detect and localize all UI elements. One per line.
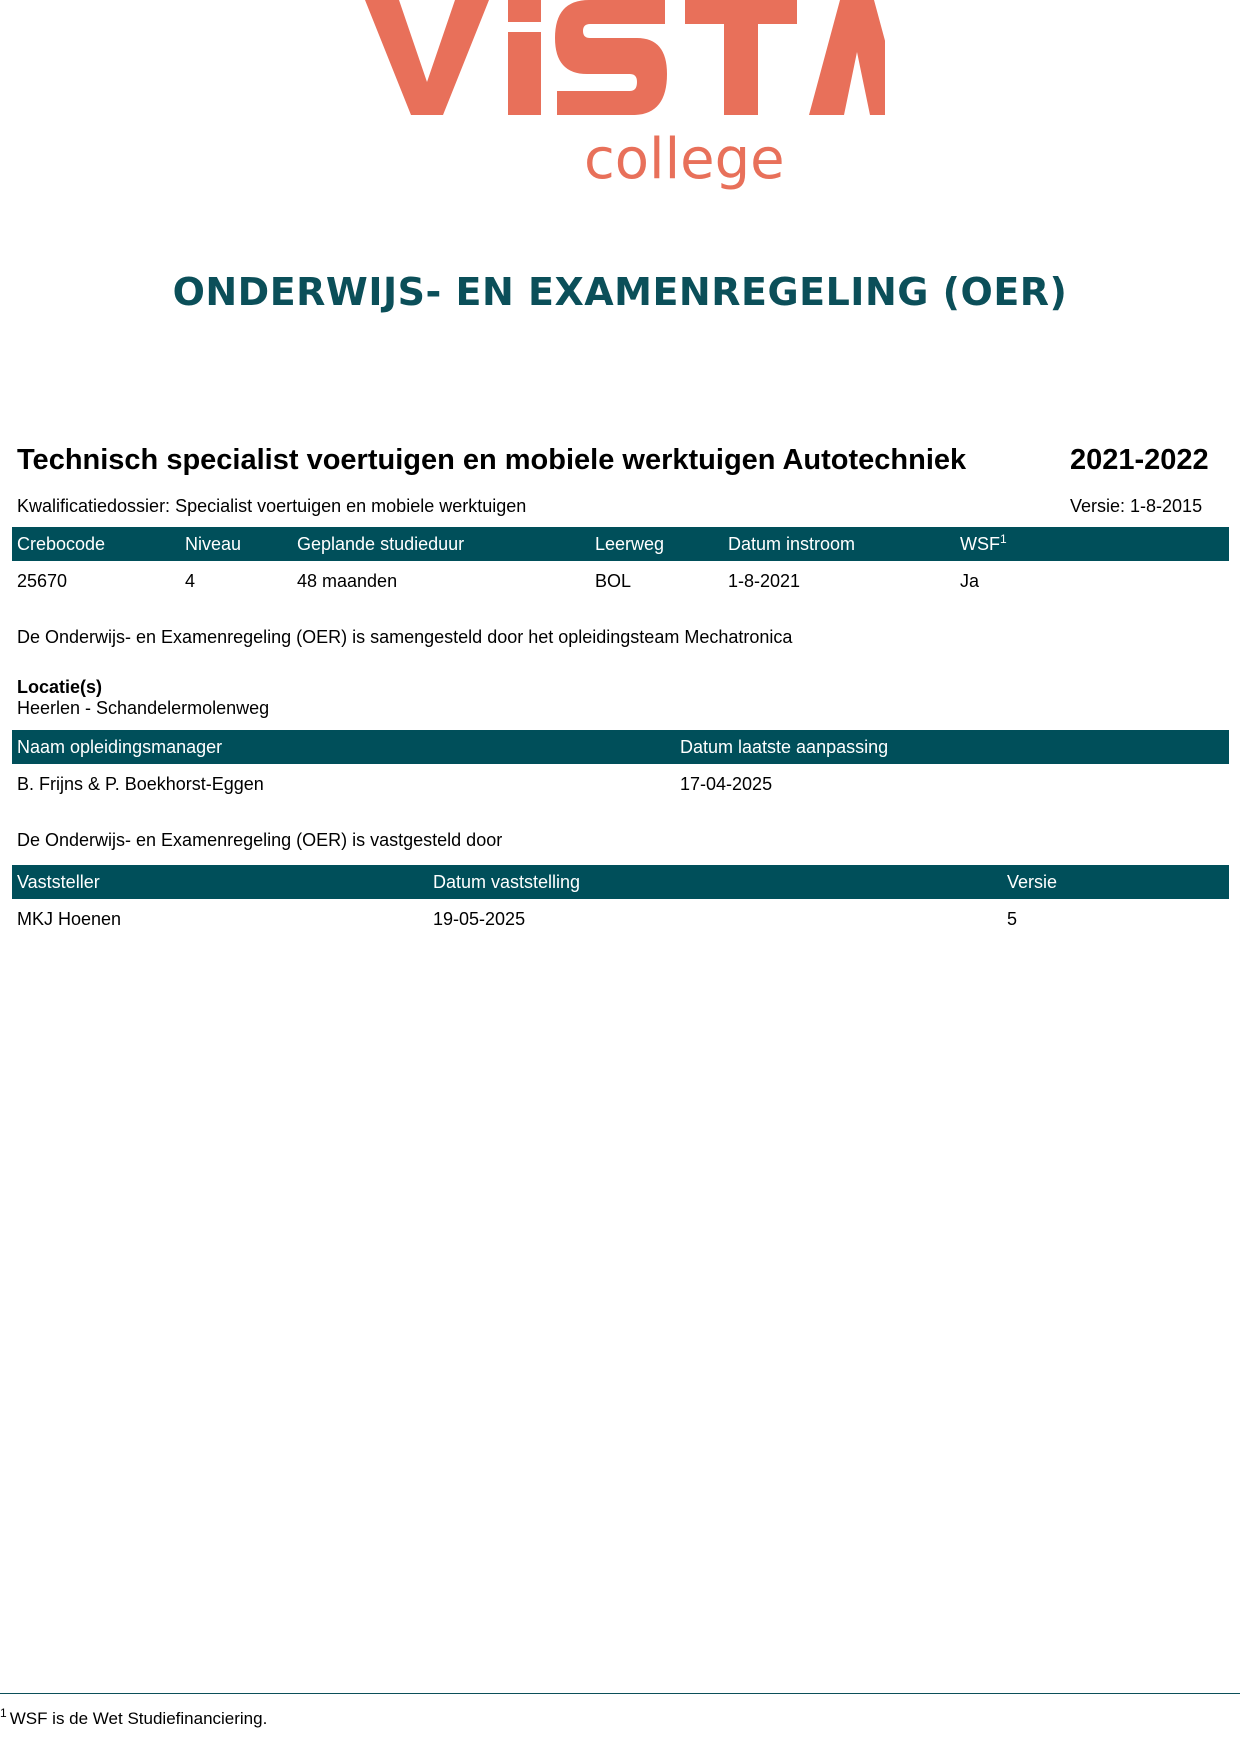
established-table [12,865,1229,939]
table-row [12,899,1229,939]
header-datum-instroom: Datum instroom [723,527,955,561]
kwalificatiedossier: Kwalificatiedossier: Specialist voertuigen en mobiele werktuigen [17,496,527,516]
location-value: Heerlen - Schandelermolenweg [17,698,270,718]
header-vaststeller: Vaststeller [12,865,428,899]
cell-studieduur: 48 maanden [297,570,398,591]
cell-datum-instroom: 1-8-2021 [728,570,801,591]
header-wsf [955,527,1229,561]
cell-vaststeller: MKJ Hoenen [17,908,122,929]
program-year: 2021-2022 [1070,444,1209,476]
program-details-table [12,527,1229,601]
cell-versie: 5 [1007,908,1018,929]
table-row [12,561,1229,601]
header-laatste-aanpassing: Datum laatste aanpassing [675,730,1229,764]
header-datum-vaststelling: Datum vaststelling [428,865,1002,899]
program-title: Technisch specialist voertuigen en mobiele werktuigen Autotechniek [17,444,967,476]
header-crebocode: Crebocode [12,527,180,561]
location-heading: Locatie(s) [17,677,103,697]
header-niveau: Niveau [180,527,292,561]
header-versie: Versie [1002,865,1229,899]
header-studieduur: Geplande studieduur [292,527,590,561]
cell-datum-vaststelling: 19-05-2025 [433,908,526,929]
cell-laatste-aanpassing: 17-04-2025 [680,773,773,794]
footnote [0,1706,268,1729]
table-header-row [12,527,1229,561]
vista-college-logo [365,0,885,205]
document-title: ONDERWIJS- EN EXAMENREGELING (OER) [172,270,1068,314]
cell-opleidingsmanager: B. Frijns & P. Boekhorst-Eggen [17,773,264,794]
cell-crebocode: 25670 [17,570,68,591]
footnote-mark: 1 [0,1706,7,1721]
header-opleidingsmanager: Naam opleidingsmanager [12,730,675,764]
table-row [12,764,1229,804]
footnote-text: WSF is de Wet Studiefinanciering. [9,1709,268,1728]
table-header-row [12,730,1229,764]
wsf-footnote-mark: 1 [1000,531,1007,546]
composed-by-text: De Onderwijs- en Examenregeling (OER) is samengesteld door het opleidingsteam Mechatronica [17,627,793,647]
footnote-divider [0,1693,1240,1694]
established-by-text: De Onderwijs- en Examenregeling (OER) is vastgesteld door [17,830,503,850]
logo-subtitle: college [584,127,785,192]
manager-table [12,730,1229,804]
dossier-version: Versie: 1-8-2015 [1070,496,1203,516]
cell-wsf: Ja [960,570,980,591]
cell-niveau: 4 [185,570,196,591]
wsf-label: WSF [960,533,1000,554]
table-header-row [12,865,1229,899]
header-leerweg: Leerweg [590,527,723,561]
cell-leerweg: BOL [595,570,632,591]
